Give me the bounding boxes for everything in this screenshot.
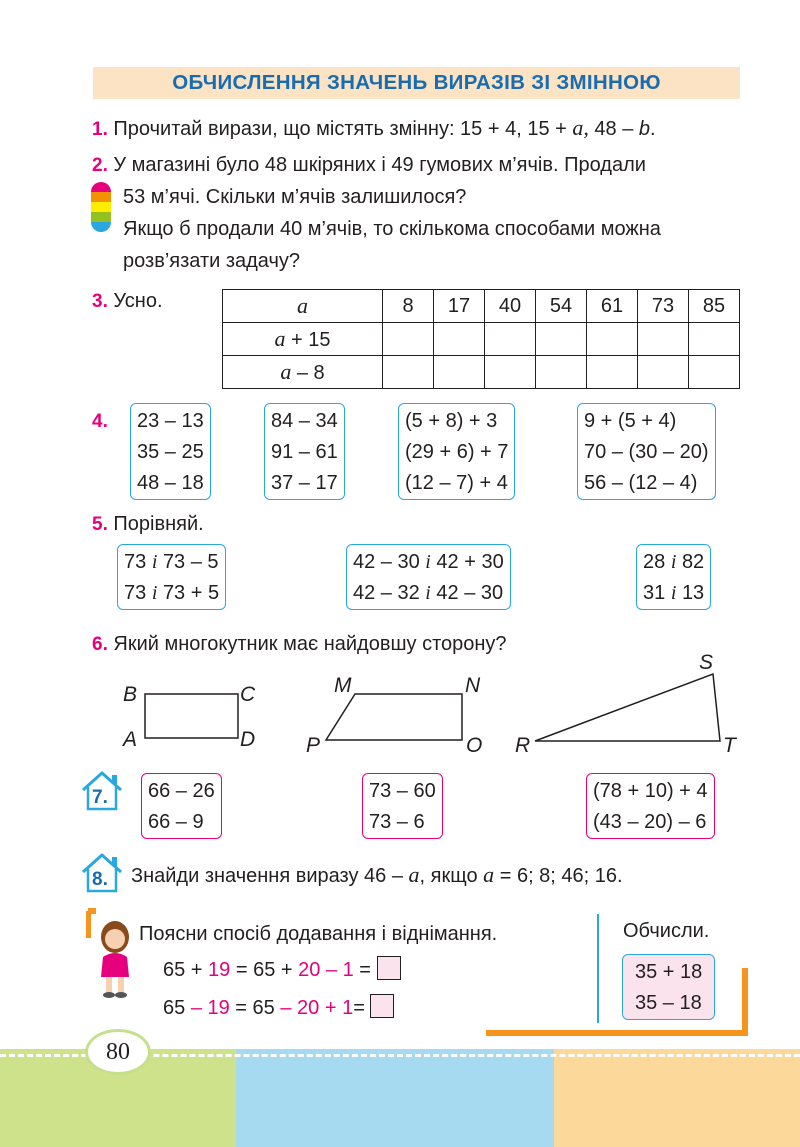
answer-cell[interactable] [587, 323, 638, 356]
answer-cell[interactable] [587, 356, 638, 389]
girl-character-icon [95, 919, 137, 999]
answer-cell[interactable] [485, 323, 536, 356]
compute-label: Обчисли. [623, 920, 710, 942]
task-3 [92, 285, 163, 318]
table-row [223, 290, 740, 323]
compute-group [622, 954, 715, 1020]
variable-a: a, [572, 115, 589, 140]
table-row [223, 356, 740, 389]
expression: 73 – 6 [369, 811, 425, 833]
vertex-label: R [515, 734, 531, 757]
expression: 48 – 18 [137, 472, 204, 494]
comparison: 42 – 30 і 42 + 30 [353, 551, 504, 573]
expression: 70 – (30 – 20) [584, 441, 709, 463]
expression: 66 – 9 [148, 811, 204, 833]
comparison-group [636, 544, 711, 610]
expression: 9 + (5 + 4) [584, 410, 677, 432]
expression: (43 – 20) – 6 [593, 811, 707, 833]
comparison: 42 – 32 і 42 – 30 [353, 582, 504, 604]
task-label: Усно. [113, 290, 163, 312]
polygons-figure [110, 648, 760, 763]
answer-cell[interactable] [383, 356, 434, 389]
vertex-label: O [466, 734, 483, 757]
task-4 [92, 405, 108, 438]
comparison: 31 і 13 [643, 582, 705, 604]
variable-b: b [638, 118, 651, 140]
vertex-label: P [306, 734, 321, 757]
task-number: 1. [92, 119, 108, 140]
table-header-cell: a – 8 [223, 356, 383, 389]
comparison-group [346, 544, 511, 610]
footer-band-blue [236, 1049, 554, 1147]
table-cell: 54 [536, 290, 587, 323]
table-cell: 17 [434, 290, 485, 323]
answer-cell[interactable] [485, 356, 536, 389]
page-title: ОБЧИСЛЕННЯ ЗНАЧЕНЬ ВИРАЗІВ ЗІ ЗМІННОЮ [172, 71, 661, 94]
task-1 [92, 112, 656, 146]
vertex-label: D [240, 728, 256, 751]
vertex-label: A [123, 728, 138, 751]
task-number: 3. [92, 291, 108, 312]
table-cell: 40 [485, 290, 536, 323]
answer-cell[interactable] [689, 356, 740, 389]
answer-box[interactable] [370, 994, 394, 1018]
task-number: 5. [92, 514, 108, 535]
value-table [222, 289, 740, 389]
expression: (5 + 8) + 3 [405, 410, 498, 432]
expression-group [141, 773, 222, 839]
vertex-label: S [699, 651, 714, 674]
answer-cell[interactable] [536, 356, 587, 389]
task-2-line-4: розв’язати задачу? [123, 250, 301, 272]
table-header-cell: a + 15 [223, 323, 383, 356]
comparison: 28 і 82 [643, 551, 705, 573]
vertex-label: C [240, 683, 256, 706]
expression: (78 + 10) + 4 [593, 780, 708, 802]
task-text: Прочитай вирази, що містять змінну: 15 + 4, 15 + [113, 118, 573, 140]
task-number: 2. [92, 155, 108, 176]
task-2-line-2: 53 м’ячі. Скільки м’ячів залишилося? [123, 186, 467, 208]
task-number: 8. [92, 869, 108, 890]
vertex-label: N [465, 674, 481, 697]
task-number: 6. [92, 634, 108, 655]
table-cell: 85 [689, 290, 740, 323]
vertex-label: M [334, 674, 352, 697]
table-row [223, 323, 740, 356]
table-header-cell: a [223, 290, 383, 323]
expression-group [586, 773, 715, 839]
task-text-end: . [650, 118, 656, 140]
task-2 [92, 149, 646, 182]
answer-cell[interactable] [638, 323, 689, 356]
answer-cell[interactable] [434, 356, 485, 389]
table-cell: 73 [638, 290, 689, 323]
expression: 35 – 25 [137, 441, 204, 463]
task-text-mid: 48 – [588, 118, 639, 140]
answer-cell[interactable] [638, 356, 689, 389]
vertex-label: T [723, 734, 736, 757]
triangle-rst [535, 674, 720, 741]
expression: 37 – 17 [271, 472, 338, 494]
comparison-group [117, 544, 226, 610]
task-number: 4. [92, 411, 108, 432]
task-5 [92, 508, 204, 541]
comparison: 73 і 73 + 5 [124, 582, 220, 604]
expression-group [398, 403, 515, 500]
rectangle-abcd [145, 694, 238, 738]
vertex-label: B [123, 683, 138, 706]
equation-2: 65 – 19 = 65 – 20 + 1= [163, 992, 394, 1024]
table-cell: 8 [383, 290, 434, 323]
expression-group [264, 403, 345, 500]
answer-cell[interactable] [434, 323, 485, 356]
comparison: 73 і 73 – 5 [124, 551, 219, 573]
expression: 56 – (12 – 4) [584, 472, 698, 494]
expression: 84 – 34 [271, 410, 338, 432]
equation-1: 65 + 19 = 65 + 20 – 1 = [163, 954, 401, 986]
expression-group [577, 403, 716, 500]
expression: 23 – 13 [137, 410, 204, 432]
answer-box[interactable] [377, 956, 401, 980]
task-8-text: Знайди значення виразу 46 – a, якщо a = 6; 8; 46; 16. [131, 862, 623, 887]
expression-group [362, 773, 443, 839]
expression: 35 – 18 [635, 992, 702, 1014]
expression: 91 – 61 [271, 441, 338, 463]
expression: 35 + 18 [635, 961, 703, 983]
answer-cell[interactable] [383, 323, 434, 356]
expression: (29 + 6) + 7 [405, 441, 509, 463]
expression: 66 – 26 [148, 780, 215, 802]
expression: (12 – 7) + 4 [405, 472, 508, 494]
footer-band-yellow [554, 1049, 800, 1147]
expression: 73 – 60 [369, 780, 436, 802]
task-number: 7. [92, 787, 108, 808]
page-number: 80 [85, 1029, 151, 1075]
difficulty-indicator-icon [91, 182, 111, 232]
explain-text: Поясни спосіб додавання і віднімання. [139, 923, 498, 945]
task-2-line-3: Якщо б продали 40 м’ячів, то скількома способами можна [123, 218, 661, 240]
task-text: Який многокутник має найдовшу сторону? [113, 633, 507, 655]
task-line: У магазині було 48 шкіряних і 49 гумових м’ячів. Продали [113, 154, 646, 176]
task-label: Порівняй. [113, 513, 204, 535]
answer-cell[interactable] [689, 323, 740, 356]
answer-cell[interactable] [536, 323, 587, 356]
expression-group [130, 403, 211, 500]
table-cell: 61 [587, 290, 638, 323]
trapezoid-mnop [326, 694, 462, 740]
